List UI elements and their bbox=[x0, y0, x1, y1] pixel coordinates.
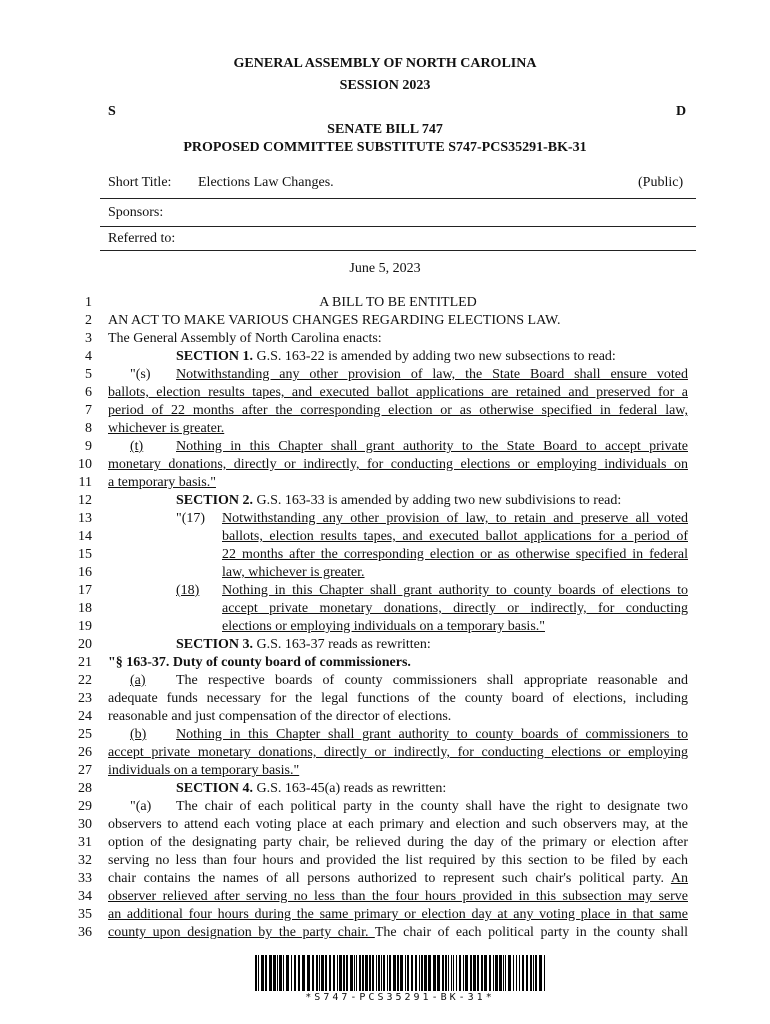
barcode-bar bbox=[508, 955, 511, 991]
line-number: 23 bbox=[78, 691, 92, 706]
subsection-a-observers bbox=[108, 798, 688, 816]
barcode-bar bbox=[539, 955, 542, 991]
section-4-heading bbox=[108, 780, 688, 798]
line-number: 13 bbox=[78, 511, 92, 526]
act-title: AN ACT TO MAKE VARIOUS CHANGES REGARDING ELECTIONS LAW. bbox=[108, 313, 561, 328]
subsection-tag: "(a) bbox=[130, 799, 152, 814]
text-line: individuals on a temporary basis." bbox=[108, 763, 300, 778]
barcode-bar bbox=[530, 955, 532, 991]
barcode-bar bbox=[513, 955, 514, 991]
barcode-bar bbox=[389, 955, 391, 991]
line-number: 32 bbox=[78, 853, 92, 868]
line-number: 36 bbox=[78, 925, 92, 940]
text-line: a temporary basis." bbox=[108, 475, 216, 490]
barcode-bar bbox=[448, 955, 449, 991]
barcode-bar bbox=[470, 955, 472, 991]
subsection-tag: "(s) bbox=[130, 367, 151, 382]
line-number: 9 bbox=[85, 439, 92, 454]
section-label: SECTION 4. bbox=[176, 781, 254, 796]
barcode-bar bbox=[453, 955, 454, 991]
barcode-bar bbox=[321, 955, 324, 991]
barcode-bar bbox=[261, 955, 264, 991]
text-line: an additional four hours during the same primary or election day at any voting place in that same bbox=[108, 907, 688, 922]
subsection-text: Notwithstanding any other provision of law, the State Board shall ensure voted bbox=[176, 367, 688, 382]
subsection-text: Nothing in this Chapter shall grant authority to the State Board to accept private bbox=[176, 439, 688, 454]
subdivision-text: Notwithstanding any other provision of law, to retain and preserve all voted bbox=[222, 511, 688, 526]
barcode-bar bbox=[407, 955, 409, 991]
session-title: SESSION 2023 bbox=[339, 78, 431, 93]
version-mark: D bbox=[676, 104, 687, 119]
statute-heading: "§ 163-37. Duty of county board of commissioners. bbox=[108, 655, 411, 670]
section-text: G.S. 163-37 reads as rewritten: bbox=[253, 637, 431, 652]
barcode-bar bbox=[346, 955, 348, 991]
subsection-text: The respective boards of county commissioners shall appropriate reasonable and bbox=[176, 673, 688, 688]
line-number: 33 bbox=[78, 871, 92, 886]
barcode-bar bbox=[307, 955, 310, 991]
bill-heading: A BILL TO BE ENTITLED bbox=[319, 295, 477, 310]
text-segment: chair contains the names of all persons authorized to represent such chair's political party. bbox=[108, 871, 671, 886]
divider bbox=[100, 226, 696, 227]
referred-label: Referred to: bbox=[108, 231, 176, 246]
text-line: accept private monetary donations, directly or indirectly, for conducting elections or employing bbox=[108, 745, 688, 760]
section-label: SECTION 2. bbox=[176, 493, 254, 508]
sponsors-label: Sponsors: bbox=[108, 205, 164, 220]
text-segment: The chair of each political party in the county shall bbox=[374, 925, 688, 940]
line-number: 21 bbox=[78, 655, 92, 670]
bill-date: June 5, 2023 bbox=[349, 261, 421, 276]
section-label: SECTION 3. bbox=[176, 637, 254, 652]
text-line: observer relieved after serving no less than the four hours provided in this subsection may serve bbox=[108, 889, 688, 904]
line-number: 35 bbox=[78, 907, 92, 922]
text-line: ballots, election results tapes, and executed ballot applications for a period of bbox=[222, 529, 688, 544]
barcode-bar bbox=[294, 955, 296, 991]
barcode-bar bbox=[283, 955, 284, 991]
barcode-bar bbox=[255, 955, 257, 991]
line-number: 19 bbox=[78, 619, 92, 634]
line-number: 1 bbox=[85, 295, 92, 310]
barcode-bar bbox=[405, 955, 406, 991]
section-3-heading bbox=[108, 636, 688, 654]
barcode-bar bbox=[424, 955, 427, 991]
barcode-bar bbox=[325, 955, 327, 991]
subdivision-tag: "(17) bbox=[176, 511, 206, 526]
text-line: elections or employing individuals on a temporary basis." bbox=[222, 619, 545, 634]
barcode-bar bbox=[437, 955, 440, 991]
substitute-title: PROPOSED COMMITTEE SUBSTITUTE S747-PCS35291-BK-31 bbox=[183, 140, 587, 155]
barcode-bar bbox=[433, 955, 436, 991]
subsection-a bbox=[108, 672, 688, 690]
section-1-heading bbox=[108, 348, 688, 366]
barcode-bar bbox=[451, 955, 452, 991]
text-line bbox=[108, 924, 688, 942]
line-number: 25 bbox=[78, 727, 92, 742]
barcode-bar bbox=[343, 955, 345, 991]
barcode-bar bbox=[535, 955, 537, 991]
subdivision-17 bbox=[108, 510, 688, 528]
barcode-bar bbox=[369, 955, 371, 991]
text-line: option of the designating party chair, be relieved during the day of the primary or election after bbox=[108, 835, 688, 850]
text-line: adequate funds necessary for the legal functions of the county board of elections, including bbox=[108, 691, 688, 706]
subdivision-18 bbox=[108, 582, 688, 600]
barcode-bar bbox=[463, 955, 464, 991]
line-number: 10 bbox=[78, 457, 92, 472]
divider bbox=[100, 198, 696, 199]
line-number: 7 bbox=[85, 403, 92, 418]
text-line: law, whichever is greater. bbox=[222, 565, 365, 580]
barcode-bar bbox=[442, 955, 444, 991]
barcode-bar bbox=[356, 955, 357, 991]
divider bbox=[100, 250, 696, 251]
barcode-bar bbox=[415, 955, 417, 991]
subdivision-text: Nothing in this Chapter shall grant authority to county boards of elections to bbox=[222, 583, 688, 598]
text-line: serving no less than four hours and provided the list required by this section to be filed by each bbox=[108, 853, 688, 868]
line-number: 3 bbox=[85, 331, 92, 346]
barcode-bar bbox=[400, 955, 403, 991]
barcode-bar bbox=[269, 955, 272, 991]
line-number: 2 bbox=[85, 313, 92, 328]
barcode-bar bbox=[372, 955, 374, 991]
barcode-bar bbox=[258, 955, 259, 991]
section-text: G.S. 163-22 is amended by adding two new subsections to read: bbox=[253, 349, 616, 364]
barcode-bar bbox=[411, 955, 413, 991]
barcode-bar bbox=[277, 955, 278, 991]
barcode-bar bbox=[333, 955, 335, 991]
barcode-bar bbox=[421, 955, 423, 991]
section-label: SECTION 1. bbox=[176, 349, 254, 364]
assembly-title: GENERAL ASSEMBLY OF NORTH CAROLINA bbox=[233, 56, 537, 71]
line-number: 34 bbox=[78, 889, 92, 904]
inserted-text: county upon designation by the party chair. bbox=[108, 925, 375, 940]
barcode-bar bbox=[319, 955, 320, 991]
barcode-bar bbox=[302, 955, 305, 991]
barcode-bar bbox=[481, 955, 483, 991]
barcode-bar bbox=[376, 955, 377, 991]
text-line bbox=[108, 870, 688, 888]
barcode-bar bbox=[516, 955, 517, 991]
barcode-bar bbox=[359, 955, 361, 991]
line-number: 12 bbox=[78, 493, 92, 508]
barcode bbox=[255, 955, 545, 991]
chamber-mark: S bbox=[108, 104, 116, 119]
barcode-bar bbox=[291, 955, 292, 991]
barcode-bar bbox=[495, 955, 498, 991]
line-number: 28 bbox=[78, 781, 92, 796]
subsection-tag: (b) bbox=[130, 727, 147, 742]
barcode-text: *S747-PCS35291-BK-31* bbox=[305, 992, 495, 1003]
barcode-bar bbox=[273, 955, 276, 991]
enacting-clause: The General Assembly of North Carolina enacts: bbox=[108, 331, 382, 346]
barcode-bar bbox=[419, 955, 420, 991]
line-number: 11 bbox=[78, 475, 92, 490]
line-number: 18 bbox=[78, 601, 92, 616]
text-line: whichever is greater. bbox=[108, 421, 225, 436]
line-number: 15 bbox=[78, 547, 92, 562]
barcode-bar bbox=[298, 955, 300, 991]
subsection-text: Nothing in this Chapter shall grant authority to county boards of commissioners to bbox=[176, 727, 688, 742]
barcode-bar bbox=[484, 955, 487, 991]
text-line: ballots, election results tapes, and executed ballot applications are retained and preserved for a bbox=[108, 385, 688, 400]
barcode-bar bbox=[428, 955, 431, 991]
barcode-bar bbox=[445, 955, 447, 991]
line-number: 17 bbox=[78, 583, 92, 598]
barcode-bar bbox=[312, 955, 314, 991]
barcode-bar bbox=[499, 955, 502, 991]
barcode-bar bbox=[279, 955, 282, 991]
barcode-bar bbox=[465, 955, 468, 991]
line-number: 26 bbox=[78, 745, 92, 760]
line-number: 5 bbox=[85, 367, 92, 382]
line-number: 14 bbox=[78, 529, 92, 544]
short-title-label: Short Title: bbox=[108, 175, 172, 190]
line-number: 30 bbox=[78, 817, 92, 832]
barcode-bar bbox=[354, 955, 355, 991]
barcode-bar bbox=[286, 955, 289, 991]
barcode-bar bbox=[526, 955, 528, 991]
line-number: 20 bbox=[78, 637, 92, 652]
barcode-bar bbox=[393, 955, 396, 991]
barcode-bar bbox=[383, 955, 385, 991]
short-title: Elections Law Changes. bbox=[198, 175, 334, 190]
section-text: G.S. 163-45(a) reads as rewritten: bbox=[253, 781, 447, 796]
line-number: 22 bbox=[78, 673, 92, 688]
subsection-t bbox=[108, 438, 688, 456]
inserted-text: An bbox=[670, 871, 688, 886]
text-line: period of 22 months after the corresponding election or as otherwise specified in federal law, bbox=[108, 403, 688, 418]
line-number: 29 bbox=[78, 799, 92, 814]
section-2-heading bbox=[108, 492, 688, 510]
text-line: observers to attend each voting place at each primary and election and such observers may, at the bbox=[108, 817, 688, 832]
barcode-bar bbox=[265, 955, 267, 991]
barcode-bar bbox=[362, 955, 364, 991]
barcode-bar bbox=[477, 955, 479, 991]
barcode-bar bbox=[337, 955, 338, 991]
barcode-bar bbox=[544, 955, 545, 991]
barcode-bar bbox=[456, 955, 457, 991]
barcode-bar bbox=[519, 955, 520, 991]
text-line: monetary donations, directly or indirectly, for conducting elections or employing individuals on bbox=[108, 457, 688, 472]
line-number: 16 bbox=[78, 565, 92, 580]
barcode-bar bbox=[339, 955, 342, 991]
barcode-bar bbox=[489, 955, 491, 991]
barcode-bar bbox=[397, 955, 399, 991]
barcode-bar bbox=[459, 955, 461, 991]
subsection-tag: (t) bbox=[130, 439, 144, 454]
subsection-s bbox=[108, 366, 688, 384]
barcode-bar bbox=[329, 955, 331, 991]
line-number: 24 bbox=[78, 709, 92, 724]
barcode-bar bbox=[505, 955, 506, 991]
public-label: (Public) bbox=[638, 175, 684, 190]
barcode-bar bbox=[378, 955, 380, 991]
subsection-tag: (a) bbox=[130, 673, 146, 688]
barcode-bar bbox=[493, 955, 494, 991]
text-line: reasonable and just compensation of the director of elections. bbox=[108, 709, 452, 724]
subdivision-tag: (18) bbox=[176, 583, 200, 598]
barcode-bar bbox=[381, 955, 382, 991]
barcode-bar bbox=[365, 955, 368, 991]
line-number: 6 bbox=[85, 385, 92, 400]
barcode-bar bbox=[316, 955, 318, 991]
barcode-bar bbox=[387, 955, 388, 991]
barcode-bar bbox=[350, 955, 353, 991]
subsection-text: The chair of each political party in the county shall have the right to designate two bbox=[176, 799, 688, 814]
section-text: G.S. 163-33 is amended by adding two new subdivisions to read: bbox=[253, 493, 622, 508]
line-number: 31 bbox=[78, 835, 92, 850]
barcode-bar bbox=[473, 955, 476, 991]
line-number: 8 bbox=[85, 421, 92, 436]
bill-number: SENATE BILL 747 bbox=[327, 122, 443, 137]
line-number: 4 bbox=[85, 349, 92, 364]
line-number: 27 bbox=[78, 763, 92, 778]
barcode-bar bbox=[533, 955, 534, 991]
barcode-bar bbox=[503, 955, 504, 991]
text-line: 22 months after the corresponding election or as otherwise specified in federal bbox=[222, 547, 688, 562]
barcode-bar bbox=[522, 955, 524, 991]
text-line: accept private monetary donations, directly or indirectly, for conducting bbox=[222, 601, 688, 616]
subsection-b bbox=[108, 726, 688, 744]
